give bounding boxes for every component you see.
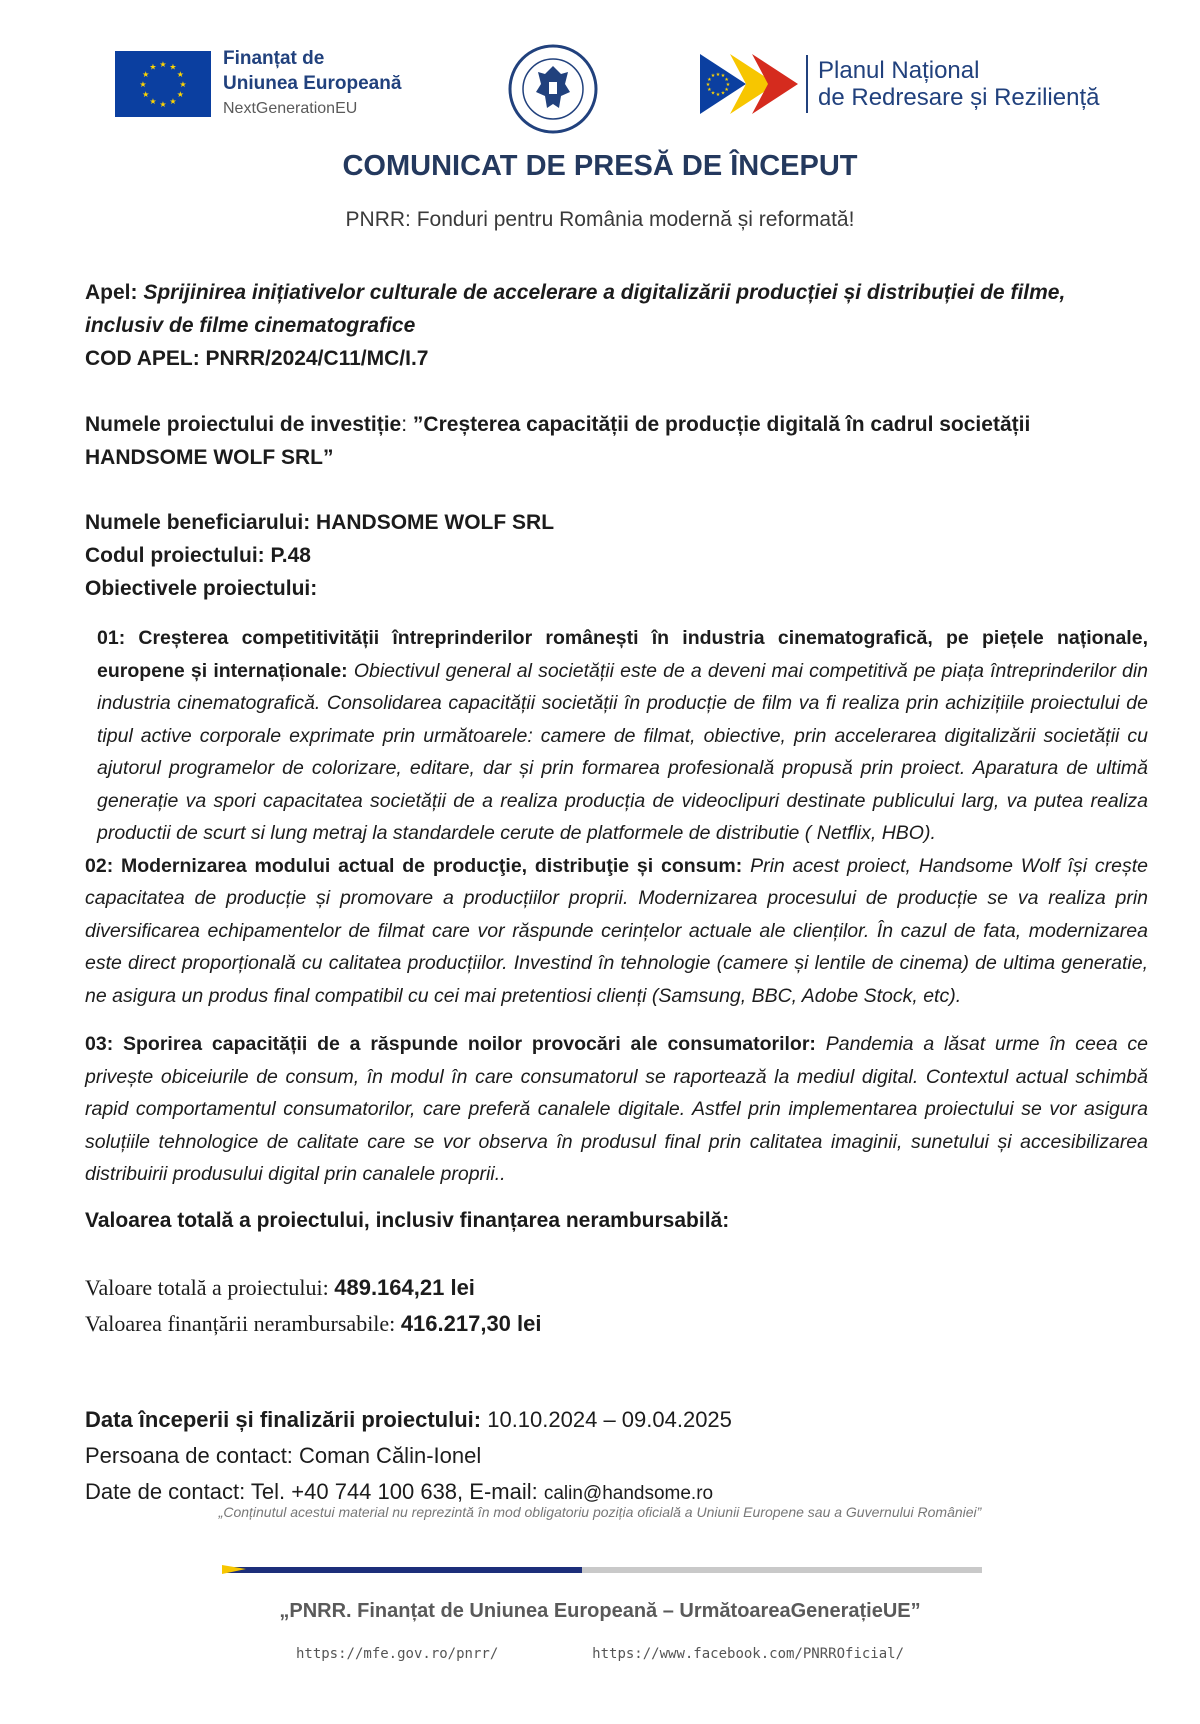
star-icon: ★ <box>724 76 729 83</box>
eu-logo-line2: Uniunea Europeană <box>223 73 402 94</box>
objectives-list <box>85 622 1148 1233</box>
eu-flag-icon <box>115 51 211 117</box>
contact-person: Persoana de contact: Coman Călin-Ionel <box>85 1443 482 1468</box>
objective-3-heading: 03: Sporirea capacității de a răspunde noilor provocări ale consumatorilor: <box>85 1033 816 1055</box>
objective-1-text: Obiectivul general al societății este de a deveni mai competitivă pe piața întreprinderilor din industria cinematografică. Consolidarea capacității societății în producție de film va fi realiza prin achizițiile proiectului de tipul active corporale exprimate prin următoarele: camere de filmat, obiective, prin accelerarea digitalizării societății cu ajutorul programelor de colorizare, editare, dar și prin formarea profesională propusă prin proiect. Aparatura de ultimă generație va spori capacitatea societății de a realiza producția de videoclipuri destinate publicului larg, va putea realiza productii de scurt si lung metraj la standardele cerute de platformele de distributie ( Netflix, HBO). <box>97 659 1148 844</box>
grant-value-label: Valoarea finanțării nerambursabile: <box>85 1311 401 1336</box>
star-icon: ★ <box>159 99 167 109</box>
project-values <box>85 1270 542 1342</box>
star-icon: ★ <box>169 96 177 106</box>
star-icon: ★ <box>710 73 716 80</box>
objective-3-text: Pandemia a lăsat urme în ceea ce privește obiceiurile de consum, în modul în care consumatorul se raportează la mediul digital. Contextul actual schimbă rapid comportamentul consumatorilor, care preferă canalele digitale. Astfel prin implementarea proiectului se vor asigura soluțiile tehnologice de calitate care se vor observa în produsul final prin calitatea imaginii, sunetului și accesibilizarea distribuirii produsului digital prin canalele proprii.. <box>85 1033 1148 1185</box>
grant-value: 416.217,30 lei <box>400 1311 542 1336</box>
objectives-label: Obiectivele proiectului: <box>85 577 318 600</box>
contact-email: calin@handsome.ro <box>543 1483 714 1504</box>
eu-logo-line3: NextGenerationEU <box>223 100 358 117</box>
project-meta-block <box>85 506 1145 605</box>
star-icon: ★ <box>149 61 157 71</box>
pnrr-logo-line1: Planul Național <box>818 57 980 84</box>
star-icon: ★ <box>149 96 157 106</box>
call-title: Sprijinirea inițiativelor culturale de accelerare a digitalizării producției și distribuției de filme, inclusiv de filme cinematografice <box>85 281 1066 337</box>
pnrr-arrow-icon <box>700 52 798 116</box>
star-icon: ★ <box>710 90 716 97</box>
star-icon: ★ <box>176 89 184 99</box>
call-block <box>85 276 1145 375</box>
total-value: 489.164,21 lei <box>334 1275 475 1300</box>
value-heading: Valoarea totală a proiectului, inclusiv finanțarea nerambursabilă: <box>85 1208 730 1232</box>
eu-logo-line1: Finanțat de <box>223 48 325 69</box>
dates-value: 10.10.2024 – 09.04.2025 <box>487 1407 732 1432</box>
page-title: COMUNICAT DE PRESĂ DE ÎNCEPUT <box>342 150 858 182</box>
star-icon: ★ <box>705 81 711 88</box>
star-icon: ★ <box>715 71 721 78</box>
objective-2 <box>85 850 1148 1013</box>
objective-1-heading: 01: Creșterea competitivității întreprinderilor românești în industria cinematografică, pe piețele naționale, europene și internaționale: <box>97 627 1148 682</box>
star-icon: ★ <box>176 69 184 79</box>
dates-contact-block <box>85 1402 732 1512</box>
objective-2-text: Prin acest proiect, Handsome Wolf își crește capacitatea de producție și promovare a producțiilor proprii. Modernizarea procesului de producție se va realiza prin diversificarea echipamentelor de filmat care vor răspunde cerințelor actuale ale clienților. În cazul de fata, modernizarea este direct proporțională cu calitatea producțiilor. Investind în tehnologie (camere și lentile de cinema) de ultima generatie, ne asigura un produs final compatibil cu cei mai pretentiosi clienți (Samsung, BBC, Adobe Stock, etc). <box>85 854 1149 1007</box>
page-subtitle: PNRR: Fonduri pentru România modernă și reformată! <box>345 208 855 231</box>
objective-2-heading: 02: Modernizarea modului actual de producţie, distribuţie și consum: <box>85 854 743 877</box>
project-name-sep: : <box>401 413 413 436</box>
star-icon: ★ <box>707 76 712 83</box>
star-icon: ★ <box>179 79 187 89</box>
star-icon: ★ <box>725 81 731 88</box>
romanian-government-seal-icon <box>508 44 598 134</box>
star-icon: ★ <box>142 69 150 79</box>
call-label: Apel: <box>85 281 144 304</box>
star-icon: ★ <box>169 61 177 71</box>
star-icon: ★ <box>720 90 726 97</box>
project-name-block <box>85 408 1145 474</box>
objective-1 <box>85 622 1148 850</box>
star-icon: ★ <box>707 86 712 93</box>
footer-link-facebook[interactable]: https://www.facebook.com/PNRROficial/ <box>592 1646 905 1662</box>
call-code: COD APEL: PNRR/2024/C11/MC/I.7 <box>85 347 429 370</box>
star-icon: ★ <box>139 79 147 89</box>
project-name-label: Numele proiectului de investiție <box>85 413 402 436</box>
footer-link-mfe[interactable]: https://mfe.gov.ro/pnrr/ <box>295 1646 499 1662</box>
footer-links <box>0 1645 1200 1662</box>
disclaimer: „Conținutul acestui material nu reprezintă în mod obligatoriu poziția oficială a Uniunii Europene sau a Guvernului României” <box>218 1504 982 1520</box>
project-code: Codul proiectului: P.48 <box>85 544 311 567</box>
footer-tagline: „PNRR. Finanțat de Uniunea Europeană – UrmătoareaGenerațieUE” <box>279 1600 921 1622</box>
star-icon: ★ <box>715 91 721 98</box>
pnrr-logo <box>700 52 1099 116</box>
objective-3 <box>85 1028 1148 1191</box>
dates-label: Data începerii și finalizării proiectului: <box>85 1407 488 1432</box>
star-icon: ★ <box>720 73 726 80</box>
star-icon: ★ <box>724 86 729 93</box>
project-name-value: ”Creșterea capacității de producție digitală în cadrul societății HANDSOME WOLF SRL” <box>85 413 1031 469</box>
eu-funding-logo <box>115 46 401 121</box>
beneficiary: Numele beneficiarului: HANDSOME WOLF SRL <box>85 511 555 534</box>
total-value-label: Valoare totală a proiectului: <box>85 1275 335 1300</box>
contact-details: Date de contact: Tel. +40 744 100 638, E-mail: <box>85 1479 544 1504</box>
star-icon: ★ <box>142 89 150 99</box>
star-icon: ★ <box>159 59 167 69</box>
header-logos <box>0 0 1200 140</box>
pnrr-logo-line2: de Redresare și Reziliență <box>818 84 1100 111</box>
footer-color-bar <box>222 1561 982 1570</box>
